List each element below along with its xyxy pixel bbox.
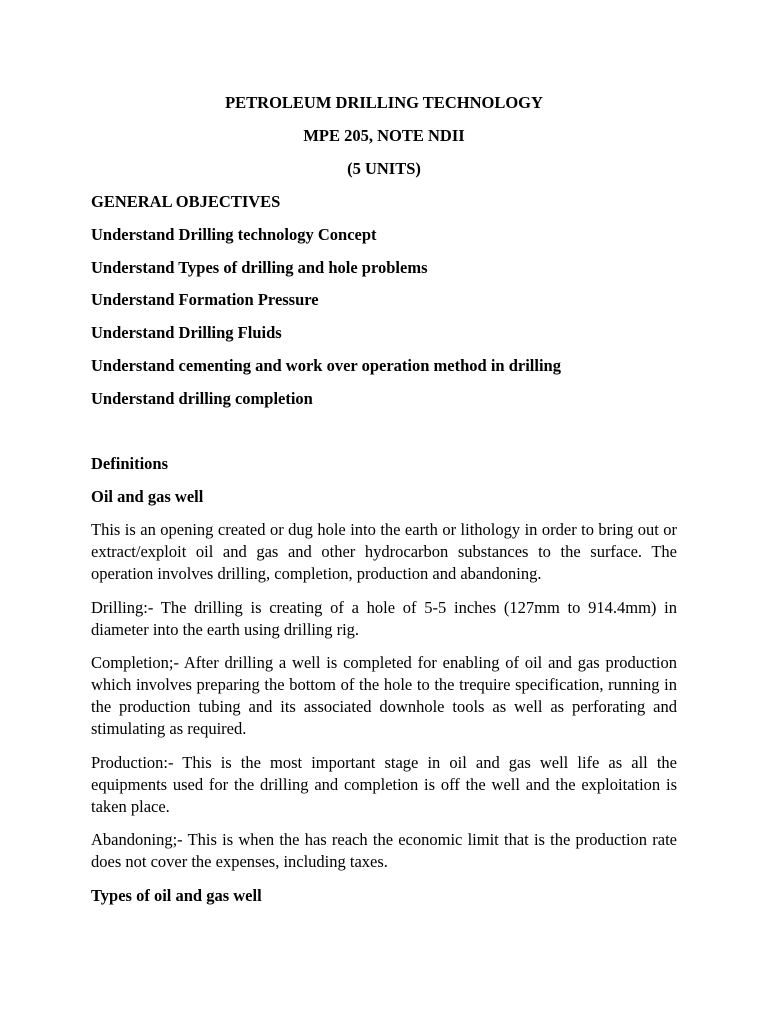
course-code: MPE 205, NOTE NDII bbox=[303, 126, 465, 145]
types-heading: Types of oil and gas well bbox=[91, 886, 262, 905]
document-title: PETROLEUM DRILLING TECHNOLOGY bbox=[225, 93, 543, 112]
definition-production-paragraph: Production:- This is the most important stage in oil and gas well life as all the equipments used for the drilling and completion is off the well and the exploitation is taken place. bbox=[91, 753, 677, 816]
objective-item: Understand drilling completion bbox=[91, 389, 313, 408]
oil-gas-well-subheading: Oil and gas well bbox=[91, 487, 204, 506]
objective-item: Understand Formation Pressure bbox=[91, 290, 319, 309]
objective-item: Understand Types of drilling and hole problems bbox=[91, 258, 428, 277]
definition-drilling-paragraph: Drilling:- The drilling is creating of a hole of 5-5 inches (127mm to 914.4mm) in diameter into the earth using drilling rig. bbox=[91, 598, 677, 639]
objective-item: Understand Drilling Fluids bbox=[91, 323, 282, 342]
objectives-heading: GENERAL OBJECTIVES bbox=[91, 192, 281, 211]
definition-completion-paragraph: Completion;- After drilling a well is completed for enabling of oil and gas production which involves preparing the bottom of the hole to the trequire specification, running in the production tubing and its associated downhole tools as well as perforating and stimulating as required. bbox=[91, 653, 677, 738]
course-units: (5 UNITS) bbox=[347, 159, 421, 178]
objective-item: Understand cementing and work over operation method in drilling bbox=[91, 356, 561, 375]
definitions-heading: Definitions bbox=[91, 454, 169, 473]
definition-intro-paragraph: This is an opening created or dug hole into the earth or lithology in order to bring out or extract/exploit oil and gas and other hydrocarbon substances to the surface. The operation involves drilling, completion, production and abandoning. bbox=[91, 520, 677, 583]
objective-item: Understand Drilling technology Concept bbox=[91, 225, 377, 244]
definition-abandoning-paragraph: Abandoning;- This is when the has reach the economic limit that is the production rate does not cover the expenses, including taxes. bbox=[91, 830, 677, 871]
